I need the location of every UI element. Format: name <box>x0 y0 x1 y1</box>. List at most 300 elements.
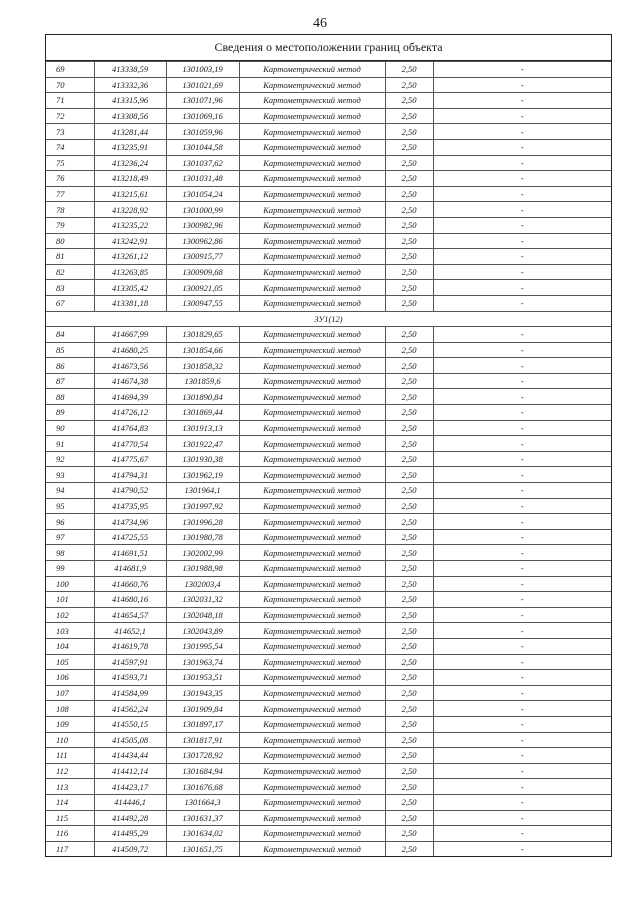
method-cell: Картометрический метод <box>239 93 385 109</box>
table-row <box>46 62 611 78</box>
coordinate-x-cell: 413215,61 <box>94 186 166 202</box>
coordinate-y-cell: 1300982,96 <box>166 217 239 233</box>
description-cell: - <box>433 483 611 499</box>
method-cell: Картометрический метод <box>239 389 385 405</box>
accuracy-cell: 2,50 <box>385 233 433 249</box>
method-cell: Картометрический метод <box>239 498 385 514</box>
accuracy-cell: 2,50 <box>385 186 433 202</box>
point-number-cell: 107 <box>46 685 94 701</box>
coordinate-x-cell: 414550,15 <box>94 716 166 732</box>
table-row <box>46 108 611 124</box>
point-number-cell: 78 <box>46 202 94 218</box>
point-number-cell: 85 <box>46 342 94 358</box>
point-number-cell: 99 <box>46 561 94 577</box>
method-cell: Картометрический метод <box>239 108 385 124</box>
coordinate-x-cell: 414495,29 <box>94 826 166 842</box>
method-cell: Картометрический метод <box>239 202 385 218</box>
coordinate-x-cell: 414584,99 <box>94 685 166 701</box>
coordinate-y-cell: 1301980,78 <box>166 529 239 545</box>
point-number-cell: 97 <box>46 529 94 545</box>
accuracy-cell: 2,50 <box>385 545 433 561</box>
coordinate-y-cell: 1301995,54 <box>166 638 239 654</box>
description-cell: - <box>433 373 611 389</box>
point-number-cell: 101 <box>46 592 94 608</box>
point-number-cell: 76 <box>46 171 94 187</box>
method-cell: Картометрический метод <box>239 405 385 421</box>
coordinate-x-cell: 414680,25 <box>94 342 166 358</box>
table-row <box>46 654 611 670</box>
accuracy-cell: 2,50 <box>385 139 433 155</box>
description-cell: - <box>433 436 611 452</box>
method-cell: Картометрический метод <box>239 217 385 233</box>
coordinate-x-cell: 413315,96 <box>94 93 166 109</box>
coordinate-y-cell: 1302048,18 <box>166 607 239 623</box>
coordinate-y-cell: 1301897,17 <box>166 716 239 732</box>
point-number-cell: 87 <box>46 373 94 389</box>
section-row <box>46 311 611 327</box>
accuracy-cell: 2,50 <box>385 155 433 171</box>
table-title: Сведения о местоположении границ объекта <box>46 35 611 61</box>
coordinate-x-cell: 414619,78 <box>94 638 166 654</box>
table-row <box>46 779 611 795</box>
coordinate-y-cell: 1301651,75 <box>166 841 239 856</box>
description-cell: - <box>433 810 611 826</box>
coordinate-y-cell: 1301054,24 <box>166 186 239 202</box>
table-row <box>46 670 611 686</box>
coordinate-y-cell: 1301037,62 <box>166 155 239 171</box>
accuracy-cell: 2,50 <box>385 841 433 856</box>
method-cell: Картометрический метод <box>239 77 385 93</box>
coordinate-y-cell: 1301003,19 <box>166 62 239 78</box>
table-row <box>46 794 611 810</box>
coordinate-y-cell: 1300962,86 <box>166 233 239 249</box>
description-cell: - <box>433 389 611 405</box>
point-number-cell: 75 <box>46 155 94 171</box>
coordinate-x-cell: 414735,95 <box>94 498 166 514</box>
description-cell: - <box>433 654 611 670</box>
description-cell: - <box>433 451 611 467</box>
coordinate-x-cell: 413308,56 <box>94 108 166 124</box>
coordinate-x-cell: 414423,17 <box>94 779 166 795</box>
method-cell: Картометрический метод <box>239 841 385 856</box>
table-row <box>46 186 611 202</box>
accuracy-cell: 2,50 <box>385 202 433 218</box>
accuracy-cell: 2,50 <box>385 794 433 810</box>
accuracy-cell: 2,50 <box>385 701 433 717</box>
coordinate-y-cell: 1301059,96 <box>166 124 239 140</box>
description-cell: - <box>433 124 611 140</box>
description-cell: - <box>433 327 611 343</box>
coordinate-y-cell: 1301943,35 <box>166 685 239 701</box>
page-number: 46 <box>313 16 327 31</box>
description-cell: - <box>433 420 611 436</box>
method-cell: Картометрический метод <box>239 732 385 748</box>
table-row <box>46 373 611 389</box>
method-cell: Картометрический метод <box>239 451 385 467</box>
coordinate-x-cell: 414725,55 <box>94 529 166 545</box>
coordinate-x-cell: 413281,44 <box>94 124 166 140</box>
description-cell: - <box>433 233 611 249</box>
description-cell: - <box>433 545 611 561</box>
description-cell: - <box>433 108 611 124</box>
description-cell: - <box>433 264 611 280</box>
point-number-cell: 86 <box>46 358 94 374</box>
method-cell: Картометрический метод <box>239 826 385 842</box>
accuracy-cell: 2,50 <box>385 748 433 764</box>
accuracy-cell: 2,50 <box>385 592 433 608</box>
table-row <box>46 529 611 545</box>
coordinate-x-cell: 414680,16 <box>94 592 166 608</box>
coordinate-y-cell: 1302003,4 <box>166 576 239 592</box>
description-cell: - <box>433 295 611 311</box>
method-cell: Картометрический метод <box>239 654 385 670</box>
method-cell: Картометрический метод <box>239 467 385 483</box>
coordinate-x-cell: 414667,99 <box>94 327 166 343</box>
point-number-cell: 117 <box>46 841 94 856</box>
accuracy-cell: 2,50 <box>385 483 433 499</box>
accuracy-cell: 2,50 <box>385 342 433 358</box>
point-number-cell: 69 <box>46 62 94 78</box>
section-label: ЗУ1(12) <box>46 311 611 327</box>
method-cell: Картометрический метод <box>239 264 385 280</box>
coordinate-x-cell: 414652,1 <box>94 623 166 639</box>
point-number-cell: 114 <box>46 794 94 810</box>
point-number-cell: 90 <box>46 420 94 436</box>
table-row <box>46 748 611 764</box>
accuracy-cell: 2,50 <box>385 451 433 467</box>
coordinate-y-cell: 1301728,92 <box>166 748 239 764</box>
table-row <box>46 451 611 467</box>
method-cell: Картометрический метод <box>239 779 385 795</box>
coordinate-x-cell: 413381,18 <box>94 295 166 311</box>
point-number-cell: 73 <box>46 124 94 140</box>
description-cell: - <box>433 342 611 358</box>
table-row <box>46 545 611 561</box>
method-cell: Картометрический метод <box>239 716 385 732</box>
table-row <box>46 249 611 265</box>
point-number-cell: 106 <box>46 670 94 686</box>
table-row <box>46 436 611 452</box>
table-row <box>46 592 611 608</box>
accuracy-cell: 2,50 <box>385 826 433 842</box>
coordinate-y-cell: 1301664,3 <box>166 794 239 810</box>
coordinate-y-cell: 1301890,84 <box>166 389 239 405</box>
description-cell: - <box>433 841 611 856</box>
description-cell: - <box>433 576 611 592</box>
coordinate-x-cell: 414412,14 <box>94 763 166 779</box>
point-number-cell: 83 <box>46 280 94 296</box>
coordinate-x-cell: 413332,36 <box>94 77 166 93</box>
method-cell: Картометрический метод <box>239 420 385 436</box>
table-row <box>46 171 611 187</box>
table-row <box>46 202 611 218</box>
point-number-cell: 89 <box>46 405 94 421</box>
description-cell: - <box>433 93 611 109</box>
table-row <box>46 139 611 155</box>
description-cell: - <box>433 498 611 514</box>
table-row <box>46 514 611 530</box>
point-number-cell: 81 <box>46 249 94 265</box>
description-cell: - <box>433 280 611 296</box>
point-number-cell: 91 <box>46 436 94 452</box>
point-number-cell: 113 <box>46 779 94 795</box>
coordinate-y-cell: 1301676,68 <box>166 779 239 795</box>
table-row <box>46 623 611 639</box>
description-cell: - <box>433 202 611 218</box>
coordinate-x-cell: 413263,85 <box>94 264 166 280</box>
method-cell: Картометрический метод <box>239 545 385 561</box>
description-cell: - <box>433 62 611 78</box>
table-row <box>46 124 611 140</box>
coordinates-table <box>46 61 611 856</box>
table-row <box>46 701 611 717</box>
accuracy-cell: 2,50 <box>385 561 433 577</box>
accuracy-cell: 2,50 <box>385 249 433 265</box>
table-row <box>46 358 611 374</box>
point-number-cell: 77 <box>46 186 94 202</box>
coordinate-x-cell: 414681,9 <box>94 561 166 577</box>
coordinate-x-cell: 413236,24 <box>94 155 166 171</box>
description-cell: - <box>433 638 611 654</box>
coordinate-x-cell: 414726,12 <box>94 405 166 421</box>
coordinate-x-cell: 414694,39 <box>94 389 166 405</box>
description-cell: - <box>433 77 611 93</box>
table-row <box>46 498 611 514</box>
coordinates-table-body <box>46 62 611 857</box>
coordinate-x-cell: 414593,71 <box>94 670 166 686</box>
point-number-cell: 70 <box>46 77 94 93</box>
method-cell: Картометрический метод <box>239 561 385 577</box>
method-cell: Картометрический метод <box>239 171 385 187</box>
description-cell: - <box>433 529 611 545</box>
coordinate-y-cell: 1301634,02 <box>166 826 239 842</box>
coordinate-x-cell: 414492,28 <box>94 810 166 826</box>
accuracy-cell: 2,50 <box>385 779 433 795</box>
coordinate-y-cell: 1301953,51 <box>166 670 239 686</box>
coordinate-y-cell: 1301859,6 <box>166 373 239 389</box>
coordinate-y-cell: 1301869,44 <box>166 405 239 421</box>
accuracy-cell: 2,50 <box>385 623 433 639</box>
table-row <box>46 810 611 826</box>
point-number-cell: 102 <box>46 607 94 623</box>
table-row <box>46 280 611 296</box>
table-row <box>46 716 611 732</box>
method-cell: Картометрический метод <box>239 670 385 686</box>
description-cell: - <box>433 561 611 577</box>
coordinate-y-cell: 1301829,65 <box>166 327 239 343</box>
coordinate-x-cell: 414734,96 <box>94 514 166 530</box>
point-number-cell: 82 <box>46 264 94 280</box>
table-row <box>46 467 611 483</box>
coordinate-x-cell: 413235,22 <box>94 217 166 233</box>
description-cell: - <box>433 467 611 483</box>
table-row <box>46 327 611 343</box>
method-cell: Картометрический метод <box>239 233 385 249</box>
accuracy-cell: 2,50 <box>385 108 433 124</box>
accuracy-cell: 2,50 <box>385 405 433 421</box>
table-row <box>46 576 611 592</box>
coordinate-x-cell: 414434,44 <box>94 748 166 764</box>
coordinate-y-cell: 1300921,05 <box>166 280 239 296</box>
point-number-cell: 79 <box>46 217 94 233</box>
point-number-cell: 116 <box>46 826 94 842</box>
coordinate-y-cell: 1301631,37 <box>166 810 239 826</box>
point-number-cell: 112 <box>46 763 94 779</box>
coordinate-x-cell: 414770,54 <box>94 436 166 452</box>
coordinate-y-cell: 1301988,98 <box>166 561 239 577</box>
coordinate-x-cell: 413242,91 <box>94 233 166 249</box>
point-number-cell: 84 <box>46 327 94 343</box>
coordinate-x-cell: 414597,91 <box>94 654 166 670</box>
method-cell: Картометрический метод <box>239 249 385 265</box>
accuracy-cell: 2,50 <box>385 373 433 389</box>
accuracy-cell: 2,50 <box>385 389 433 405</box>
description-cell: - <box>433 716 611 732</box>
table-row <box>46 841 611 856</box>
point-number-cell: 105 <box>46 654 94 670</box>
table-row <box>46 217 611 233</box>
coordinate-y-cell: 1302031,32 <box>166 592 239 608</box>
table-row <box>46 685 611 701</box>
point-number-cell: 98 <box>46 545 94 561</box>
method-cell: Картометрический метод <box>239 358 385 374</box>
accuracy-cell: 2,50 <box>385 436 433 452</box>
point-number-cell: 108 <box>46 701 94 717</box>
point-number-cell: 100 <box>46 576 94 592</box>
method-cell: Картометрический метод <box>239 748 385 764</box>
table-row <box>46 264 611 280</box>
description-cell: - <box>433 748 611 764</box>
accuracy-cell: 2,50 <box>385 467 433 483</box>
coordinate-y-cell: 1301963,74 <box>166 654 239 670</box>
method-cell: Картометрический метод <box>239 701 385 717</box>
accuracy-cell: 2,50 <box>385 295 433 311</box>
accuracy-cell: 2,50 <box>385 576 433 592</box>
coordinate-y-cell: 1301997,92 <box>166 498 239 514</box>
method-cell: Картометрический метод <box>239 623 385 639</box>
coordinate-x-cell: 414775,67 <box>94 451 166 467</box>
description-cell: - <box>433 685 611 701</box>
description-cell: - <box>433 732 611 748</box>
description-cell: - <box>433 623 611 639</box>
coordinate-y-cell: 1302002,99 <box>166 545 239 561</box>
method-cell: Картометрический метод <box>239 436 385 452</box>
coordinate-y-cell: 1301031,48 <box>166 171 239 187</box>
coordinate-y-cell: 1301996,28 <box>166 514 239 530</box>
coordinate-y-cell: 1301069,16 <box>166 108 239 124</box>
accuracy-cell: 2,50 <box>385 716 433 732</box>
point-number-cell: 93 <box>46 467 94 483</box>
accuracy-cell: 2,50 <box>385 498 433 514</box>
point-number-cell: 110 <box>46 732 94 748</box>
method-cell: Картометрический метод <box>239 592 385 608</box>
point-number-cell: 92 <box>46 451 94 467</box>
table-row <box>46 607 611 623</box>
coordinate-y-cell: 1301854,66 <box>166 342 239 358</box>
description-cell: - <box>433 592 611 608</box>
description-cell: - <box>433 155 611 171</box>
method-cell: Картометрический метод <box>239 327 385 343</box>
point-number-cell: 109 <box>46 716 94 732</box>
accuracy-cell: 2,50 <box>385 93 433 109</box>
accuracy-cell: 2,50 <box>385 654 433 670</box>
table-row <box>46 155 611 171</box>
accuracy-cell: 2,50 <box>385 514 433 530</box>
description-cell: - <box>433 249 611 265</box>
table-row <box>46 233 611 249</box>
table-row <box>46 826 611 842</box>
accuracy-cell: 2,50 <box>385 638 433 654</box>
description-cell: - <box>433 186 611 202</box>
coordinate-y-cell: 1301964,1 <box>166 483 239 499</box>
table-row <box>46 732 611 748</box>
accuracy-cell: 2,50 <box>385 280 433 296</box>
accuracy-cell: 2,50 <box>385 685 433 701</box>
coordinate-y-cell: 1301684,94 <box>166 763 239 779</box>
table-row <box>46 295 611 311</box>
table-row <box>46 389 611 405</box>
coordinate-y-cell: 1301913,13 <box>166 420 239 436</box>
coordinate-y-cell: 1300909,68 <box>166 264 239 280</box>
method-cell: Картометрический метод <box>239 794 385 810</box>
coordinate-x-cell: 413218,49 <box>94 171 166 187</box>
description-cell: - <box>433 794 611 810</box>
table-row <box>46 638 611 654</box>
description-cell: - <box>433 826 611 842</box>
coordinate-x-cell: 414509,72 <box>94 841 166 856</box>
point-number-cell: 74 <box>46 139 94 155</box>
point-number-cell: 88 <box>46 389 94 405</box>
point-number-cell: 95 <box>46 498 94 514</box>
point-number-cell: 96 <box>46 514 94 530</box>
coordinate-x-cell: 414660,76 <box>94 576 166 592</box>
description-cell: - <box>433 701 611 717</box>
coordinate-x-cell: 413228,92 <box>94 202 166 218</box>
accuracy-cell: 2,50 <box>385 420 433 436</box>
description-cell: - <box>433 779 611 795</box>
coordinate-y-cell: 1301930,38 <box>166 451 239 467</box>
point-number-cell: 72 <box>46 108 94 124</box>
coordinate-y-cell: 1301071,96 <box>166 93 239 109</box>
method-cell: Картометрический метод <box>239 186 385 202</box>
method-cell: Картометрический метод <box>239 810 385 826</box>
coordinate-x-cell: 413235,91 <box>94 139 166 155</box>
description-cell: - <box>433 171 611 187</box>
coordinate-x-cell: 413338,59 <box>94 62 166 78</box>
method-cell: Картометрический метод <box>239 607 385 623</box>
description-cell: - <box>433 358 611 374</box>
point-number-cell: 94 <box>46 483 94 499</box>
accuracy-cell: 2,50 <box>385 62 433 78</box>
accuracy-cell: 2,50 <box>385 358 433 374</box>
coordinate-x-cell: 414654,57 <box>94 607 166 623</box>
coordinate-y-cell: 1302043,89 <box>166 623 239 639</box>
coordinate-y-cell: 1301044,58 <box>166 139 239 155</box>
description-cell: - <box>433 217 611 233</box>
accuracy-cell: 2,50 <box>385 732 433 748</box>
method-cell: Картометрический метод <box>239 342 385 358</box>
coordinate-x-cell: 414764,83 <box>94 420 166 436</box>
accuracy-cell: 2,50 <box>385 327 433 343</box>
method-cell: Картометрический метод <box>239 373 385 389</box>
table-row <box>46 763 611 779</box>
point-number-cell: 80 <box>46 233 94 249</box>
coordinate-x-cell: 414691,51 <box>94 545 166 561</box>
coordinate-y-cell: 1301962,19 <box>166 467 239 483</box>
coordinate-y-cell: 1301922,47 <box>166 436 239 452</box>
accuracy-cell: 2,50 <box>385 529 433 545</box>
method-cell: Картометрический метод <box>239 139 385 155</box>
